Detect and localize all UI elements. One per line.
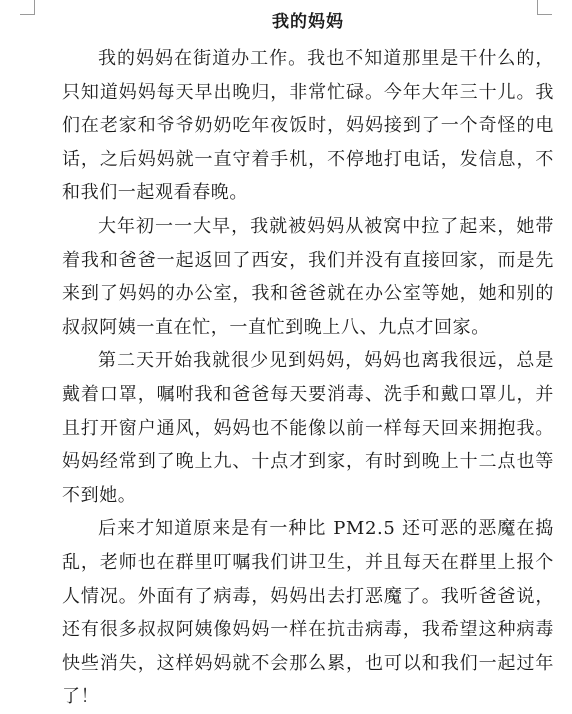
paragraph-3: 第二天开始我就很少见到妈妈，妈妈也离我很远，总是戴着口罩，嘱咐我和爸爸每天要消毒、洗手和戴口罩儿，并且打开窗户通风，妈妈也不能像以前一样每天回来拥抱我。妈妈经常到了晚上九、十点才到家，有时到晚上十二点也等不到她。 <box>62 350 554 506</box>
document-title: 我的妈妈 <box>272 12 344 32</box>
paragraph-2: 大年初一一大早，我就被妈妈从被窝中拉了起来，她带着我和爸爸一起返回了西安，我们并没有直接回家，而是先来到了妈妈的办公室，我和爸爸就在办公室等她，她和别的叔叔阿姨一直在忙，一直忙到晚上八、九点才回家。 <box>62 215 554 338</box>
page-corner-mark-left <box>20 0 35 15</box>
paragraph-1: 我的妈妈在街道办工作。我也不知道那里是干什么的，只知道妈妈每天早出晚归，非常忙碌。今年大年三十儿。我们在老家和爷爷奶奶吃年夜饭时，妈妈接到了一个奇怪的电话，之后妈妈就一直守着手机，不停地打电话，发信息，不和我们一起观看春晚。 <box>62 48 554 204</box>
paragraph-4: 后来才知道原来是有一种比 PM2.5 还可恶的恶魔在捣乱，老师也在群里叮嘱我们讲卫生，并且每天在群里上报个人情况。外面有了病毒，妈妈出去打恶魔了。我听爸爸说，还有很多叔叔阿姨像妈妈一样在抗击病毒，我希望这种病毒快些消失，这样妈妈就不会那么累，也可以和我们一起过年了！ <box>62 518 554 708</box>
document-page <box>62 8 554 714</box>
